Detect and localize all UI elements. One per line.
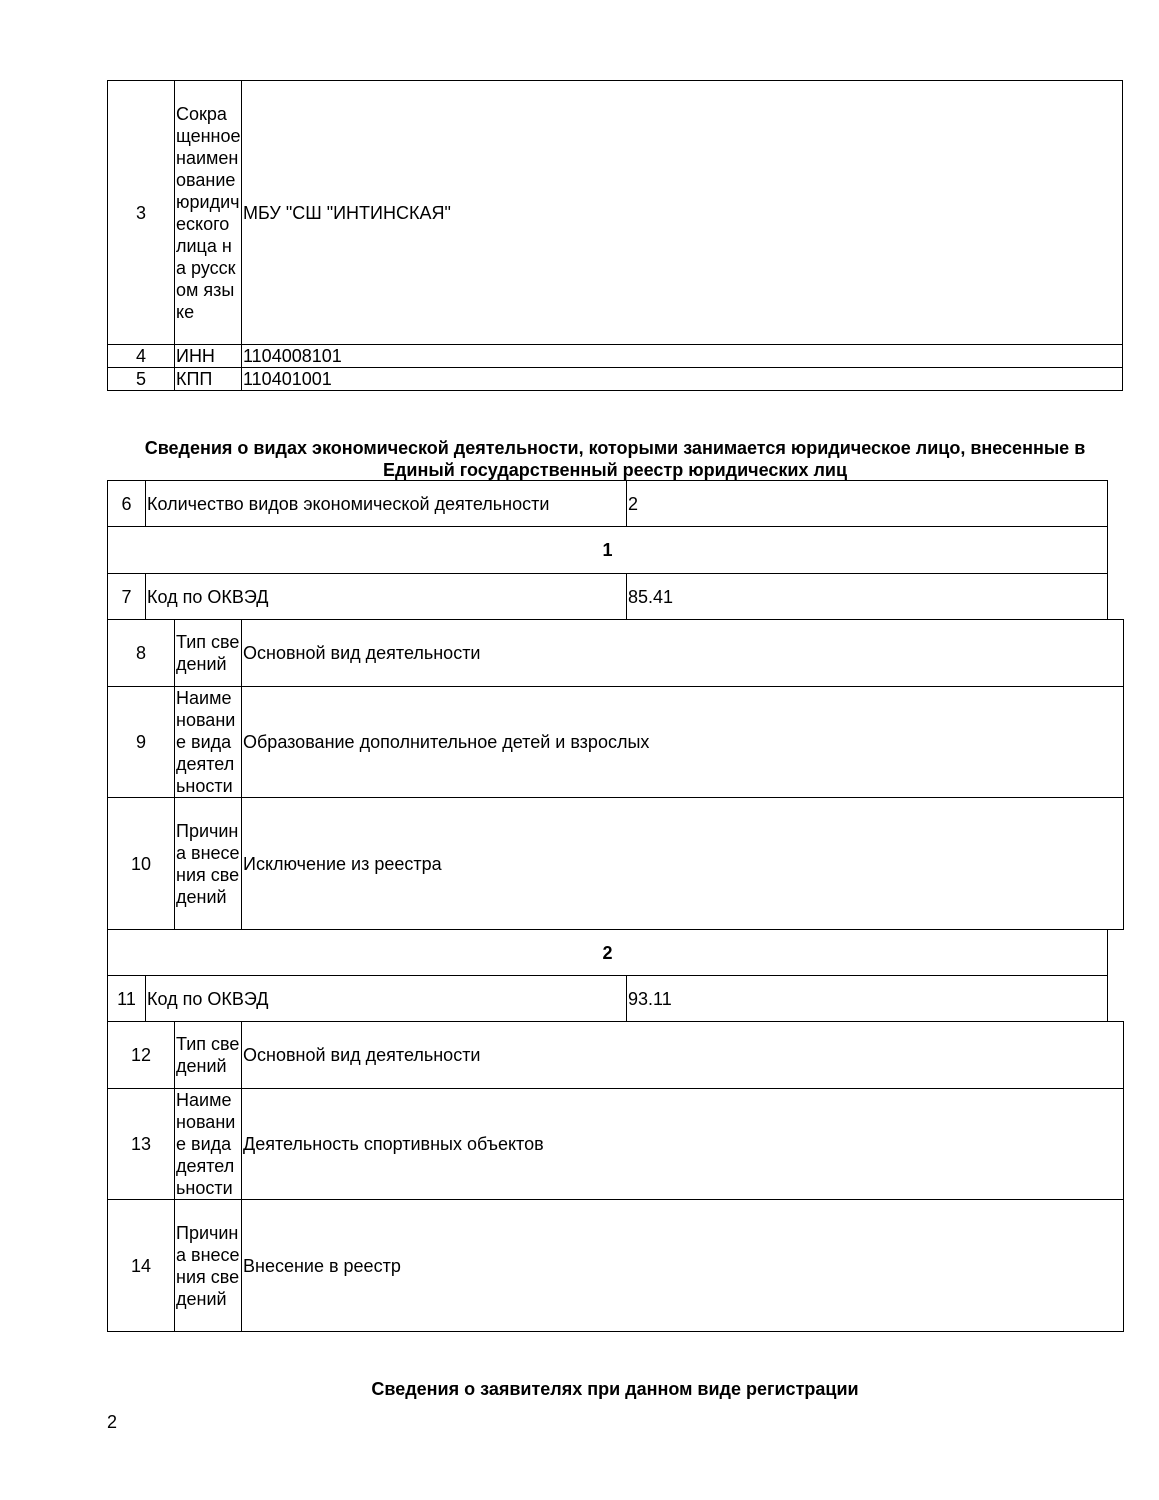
row-label: Причина внесения сведений (175, 1200, 242, 1332)
row-value: 85.41 (627, 574, 1108, 620)
row-label: Тип сведений (175, 620, 242, 687)
row-label: Наименование вида деятельности (175, 1089, 242, 1200)
table-row (108, 574, 1124, 620)
table-row (108, 481, 1124, 527)
row-label: Причина внесения сведений (175, 798, 242, 930)
table-row (108, 976, 1124, 1022)
row-number: 14 (108, 1200, 175, 1332)
table-row (108, 798, 1124, 930)
group-index: 2 (108, 930, 1108, 976)
row-label: Код по ОКВЭД (146, 574, 627, 620)
row-value: Деятельность спортивных объектов (242, 1089, 1124, 1200)
row-label: Код по ОКВЭД (146, 976, 627, 1022)
page-number: 2 (107, 1412, 118, 1432)
row-number: 10 (108, 798, 175, 930)
row-number: 11 (108, 976, 146, 1022)
table-row (108, 345, 1123, 368)
row-label: КПП (175, 368, 242, 391)
row-value: 1104008101 (242, 345, 1123, 368)
row-number: 3 (108, 81, 175, 345)
row-value: Основной вид деятельности (242, 1022, 1124, 1089)
row-label: Наименование вида деятельности (175, 687, 242, 798)
row-value: Исключение из реестра (242, 798, 1124, 930)
row-value: 110401001 (242, 368, 1123, 391)
table-row (108, 620, 1124, 687)
company-info-table (107, 80, 1123, 391)
section-title-activities (107, 437, 1123, 481)
row-value: 2 (627, 481, 1108, 527)
row-number: 5 (108, 368, 175, 391)
table-row (108, 1022, 1124, 1089)
group-index: 1 (108, 527, 1108, 574)
activities-table (107, 480, 1123, 1332)
row-label: Количество видов экономической деятельности (146, 481, 627, 527)
section-title-line: Единый государственный реестр юридических лиц (382, 460, 848, 480)
row-label: Тип сведений (175, 1022, 242, 1089)
row-number: 6 (108, 481, 146, 527)
row-number: 7 (108, 574, 146, 620)
row-value: Образование дополнительное детей и взрослых (242, 687, 1124, 798)
group-header-row (108, 527, 1124, 574)
row-value: Внесение в реестр (242, 1200, 1124, 1332)
row-number: 9 (108, 687, 175, 798)
row-number: 4 (108, 345, 175, 368)
section-title-line: Сведения о видах экономической деятельности, которыми занимается юридическое лицо, внесенные в (144, 438, 1086, 458)
table-row (108, 687, 1124, 798)
row-number: 8 (108, 620, 175, 687)
section-title-applicants: Сведения о заявителях при данном виде регистрации (371, 1379, 859, 1399)
table-row (108, 81, 1123, 345)
table-row (108, 368, 1123, 391)
table-row (108, 1200, 1124, 1332)
row-label: Сокращенное наименование юридического лица на русском языке (175, 81, 242, 345)
row-number: 13 (108, 1089, 175, 1200)
row-value: МБУ "СШ "ИНТИНСКАЯ" (242, 81, 1123, 345)
row-number: 12 (108, 1022, 175, 1089)
group-header-row (108, 930, 1124, 976)
row-value: 93.11 (627, 976, 1108, 1022)
table-row (108, 1089, 1124, 1200)
row-label: ИНН (175, 345, 242, 368)
row-value: Основной вид деятельности (242, 620, 1124, 687)
